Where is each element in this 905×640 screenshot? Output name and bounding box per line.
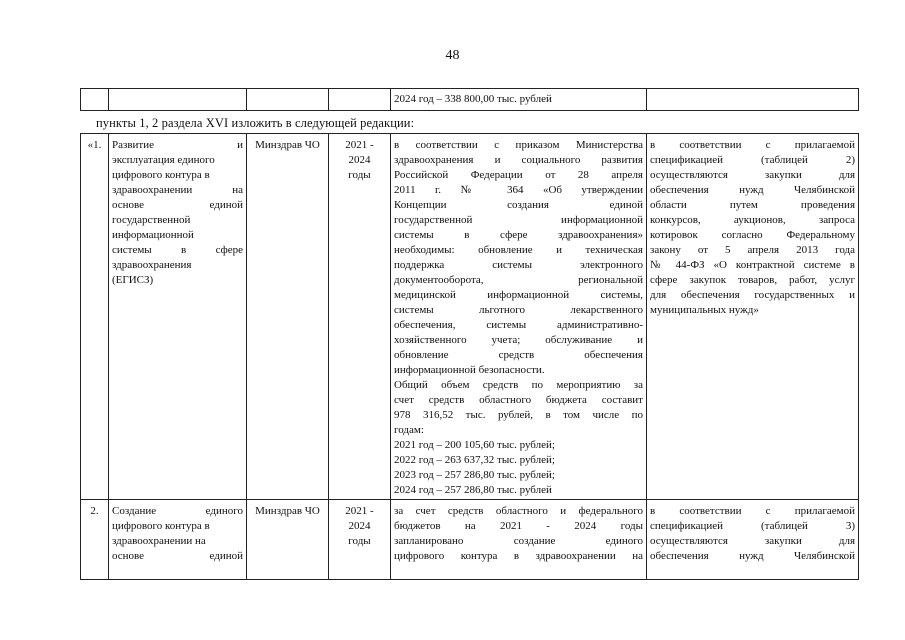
name-line: системы в сфере	[112, 244, 243, 256]
cell-description	[391, 500, 647, 580]
description-line: бюджетов на 2021 - 2024 годы	[394, 520, 643, 532]
procurement-line: № 44-ФЗ «О контрактной системе в	[650, 259, 855, 271]
page-number: 48	[445, 48, 460, 63]
name-line: здравоохранения	[112, 259, 192, 271]
table-row	[81, 134, 859, 500]
procurement-line: муниципальных нужд»	[650, 304, 759, 316]
name-line: Создание единого	[112, 505, 243, 517]
table-row	[81, 500, 859, 580]
cell-empty	[329, 89, 391, 111]
description-line: 2024 год – 257 286,80 тыс. рублей	[394, 484, 552, 496]
description-line: 978 316,52 тыс. рублей, в том числе по	[394, 409, 643, 421]
table-row	[81, 89, 859, 111]
name-line: здравоохранении на	[112, 184, 243, 196]
cell-executor: Минздрав ЧО	[247, 134, 329, 500]
period-line: 2021 -	[345, 139, 374, 151]
description-line: информационной безопасности.	[394, 364, 545, 376]
name-line: цифрового контура в	[112, 169, 210, 181]
procurement-line: для обеспечения государственных и	[650, 289, 855, 301]
description-line: счет средств областного бюджета составит	[394, 394, 643, 406]
cell-empty	[647, 89, 859, 111]
continuation-table	[80, 88, 859, 111]
name-line: цифрового контура в	[112, 520, 210, 532]
description-line: обновление средств обеспечения	[394, 349, 643, 361]
period-line: 2024	[348, 520, 371, 532]
procurement-line: конкурсов, аукционов, запроса	[650, 214, 855, 226]
description-line: годам:	[394, 424, 424, 436]
description-line: хозяйственного учета; обслуживание и	[394, 334, 643, 346]
period-line: 2021 -	[345, 505, 374, 517]
name-line: (ЕГИСЗ)	[112, 274, 154, 286]
description-line: государственной информационной	[394, 214, 643, 226]
subheading: пункты 1, 2 раздела XVI изложить в следующей редакции:	[96, 116, 415, 130]
procurement-line: в соответствии с прилагаемой	[650, 505, 855, 517]
cell-event-name	[109, 134, 247, 500]
procurement-line: котировок согласно Федеральному	[650, 229, 855, 241]
description-line: 2021 год – 200 105,60 тыс. рублей;	[394, 439, 555, 451]
procurement-line: осуществляются закупки для	[650, 535, 855, 547]
cell-executor: Минздрав ЧО	[247, 500, 329, 580]
cell-description: 2024 год – 338 800,00 тыс. рублей	[391, 89, 647, 111]
cell-procurement	[647, 134, 859, 500]
name-line: основе единой	[112, 550, 243, 562]
procurement-line: сфере закупок товаров, работ, услуг	[650, 274, 855, 286]
description-line: здравоохранения и социального развития	[394, 154, 643, 166]
procurement-line: осуществляются закупки для	[650, 169, 855, 181]
name-line: эксплуатация единого	[112, 154, 215, 166]
cell-event-name	[109, 500, 247, 580]
description-line: запланировано создание единого	[394, 535, 643, 547]
description-line: 2023 год – 257 286,80 тыс. рублей;	[394, 469, 555, 481]
period-line: годы	[348, 535, 371, 547]
description-line: поддержка системы электронного	[394, 259, 643, 271]
period-line: годы	[348, 169, 371, 181]
description-line: документооборота, региональной	[394, 274, 643, 286]
cell-empty	[109, 89, 247, 111]
description-line: за счет средств областного и федерального	[394, 505, 643, 517]
cell-description	[391, 134, 647, 500]
description-line: Общий объем средств по мероприятию за	[394, 379, 643, 391]
row-number: «1.	[81, 134, 109, 500]
row-number: 2.	[81, 500, 109, 580]
description-line: 2022 год – 263 637,32 тыс. рублей;	[394, 454, 555, 466]
description-line: цифрового контура в здравоохранении на	[394, 550, 643, 562]
cell-period	[329, 500, 391, 580]
name-line: основе единой	[112, 199, 243, 211]
name-line: здравоохранении на	[112, 535, 206, 547]
name-line: информационной	[112, 229, 194, 241]
period-line: 2024	[348, 154, 371, 166]
cell-procurement	[647, 500, 859, 580]
description-line: системы льготного лекарственного	[394, 304, 643, 316]
procurement-line: в соответствии с прилагаемой	[650, 139, 855, 151]
description-line: Концепции создания единой	[394, 199, 643, 211]
cell-empty	[81, 89, 109, 111]
procurement-line: закону от 5 апреля 2013 года	[650, 244, 855, 256]
procurement-line: области путем проведения	[650, 199, 855, 211]
description-line: системы в сфере здравоохранения»	[394, 229, 643, 241]
description-line: обеспечения, системы административно-	[394, 319, 643, 331]
description-line: Российской Федерации от 28 апреля	[394, 169, 643, 181]
procurement-line: обеспечения нужд Челябинской	[650, 550, 855, 562]
name-line: Развитие и	[112, 139, 243, 151]
description-line: медицинской информационной системы,	[394, 289, 643, 301]
description-line: 2011 г. № 364 «Об утверждении	[394, 184, 643, 196]
cell-empty	[247, 89, 329, 111]
name-line: государственной	[112, 214, 191, 226]
description-line: необходимы: обновление и техническая	[394, 244, 643, 256]
description-line: в соответствии с приказом Министерства	[394, 139, 643, 151]
cell-period	[329, 134, 391, 500]
procurement-line: спецификацией (таблицей 3)	[650, 520, 855, 532]
procurement-line: спецификацией (таблицей 2)	[650, 154, 855, 166]
procurement-line: обеспечения нужд Челябинской	[650, 184, 855, 196]
main-table	[80, 133, 859, 580]
